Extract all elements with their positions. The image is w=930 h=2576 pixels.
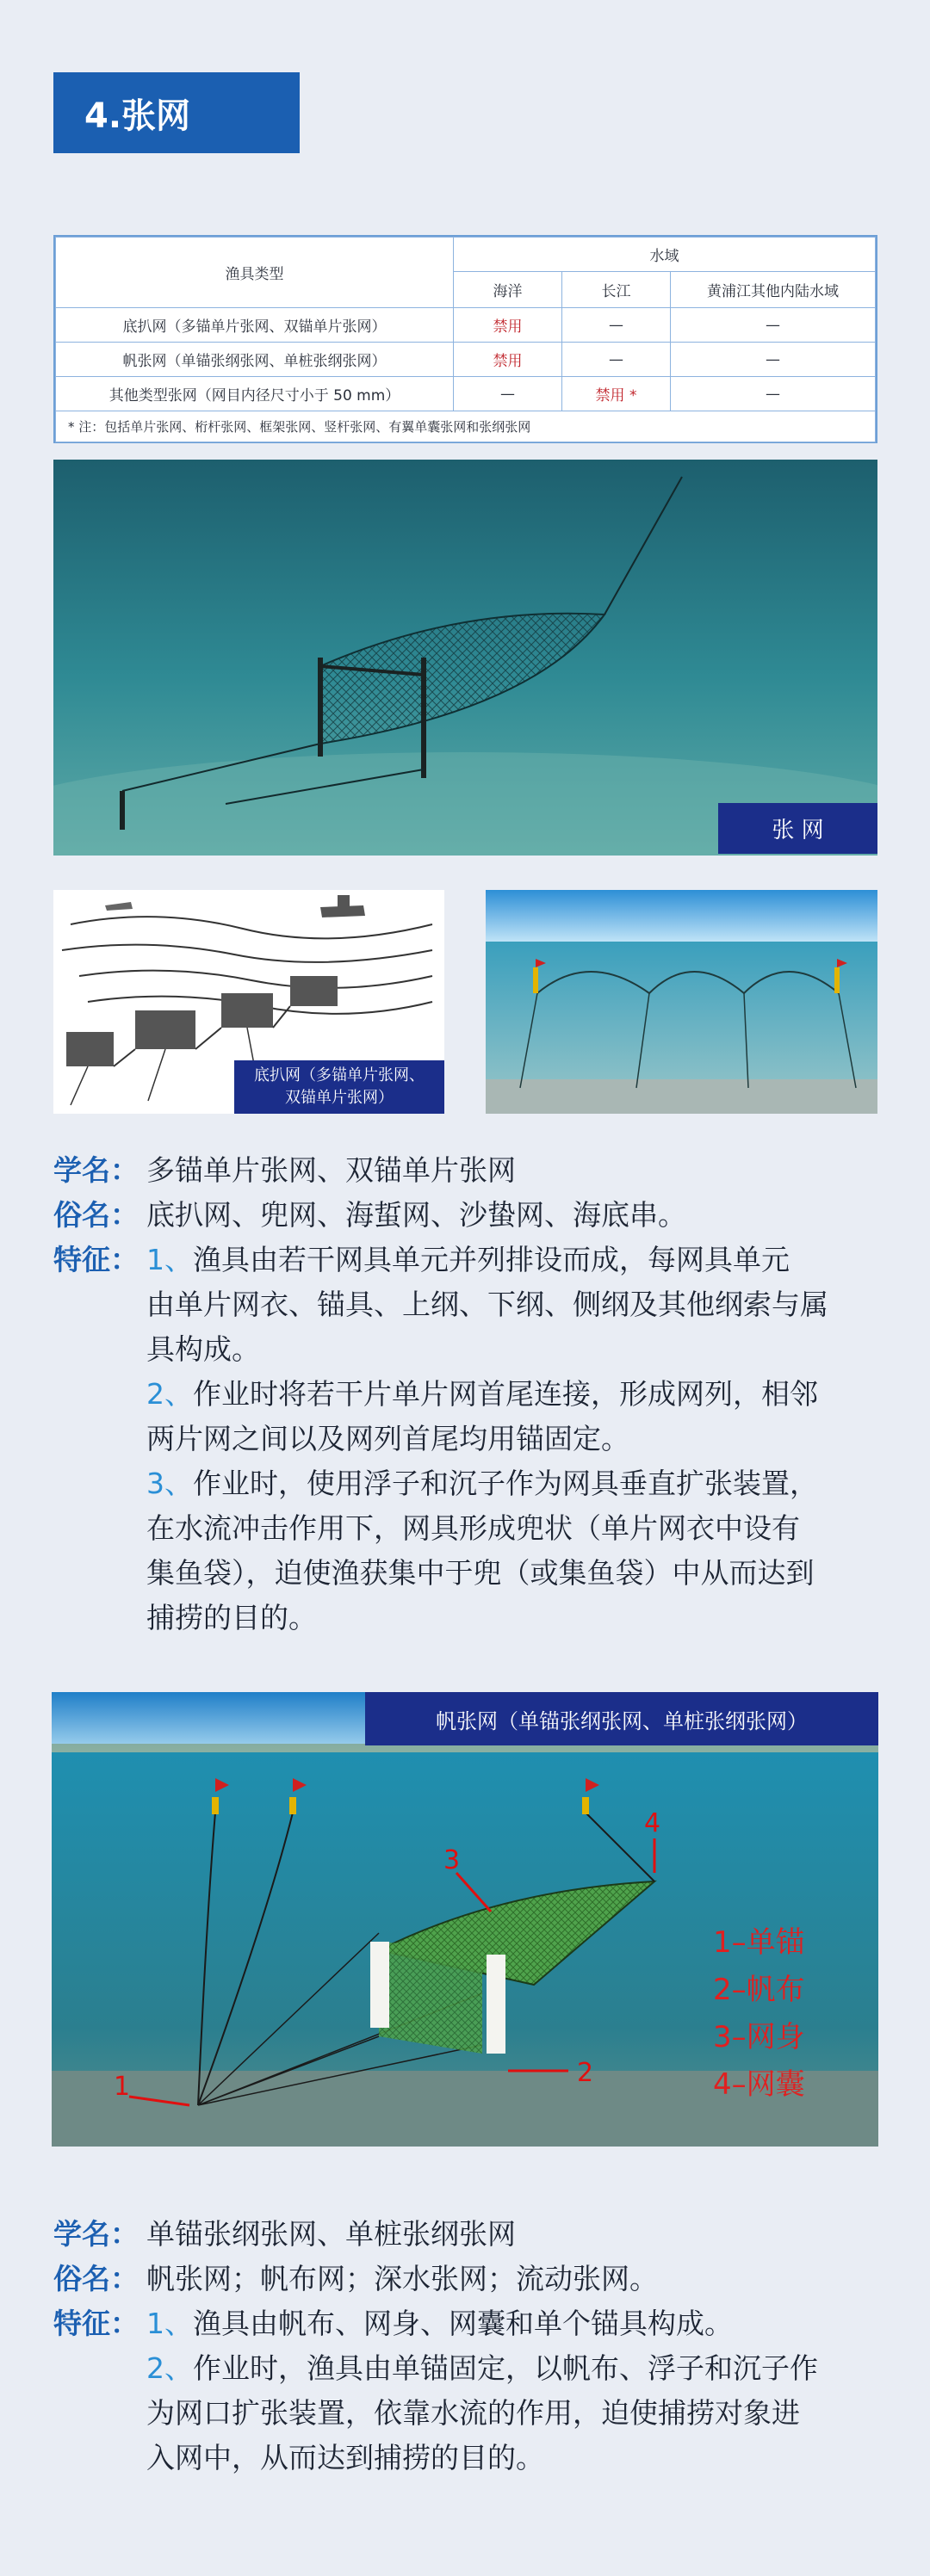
feature-3-line4: 捕捞的目的。 [146, 1601, 317, 1634]
gear-name: 底扒网（多锚单片张网、双锚单片张网） [56, 308, 454, 343]
table-row [56, 377, 876, 411]
feature-1-line1: 渔具由若干网具单元并列排设而成，每网具单元 [193, 1243, 790, 1276]
sci-name-value: 单锚张纲张网、单桩张纲张网 [146, 2217, 516, 2251]
table-row [56, 308, 876, 343]
feature-2-num: 2、 [146, 2351, 193, 2385]
sea-status: 禁用 [454, 308, 562, 343]
feature-2-num: 2、 [146, 1377, 193, 1411]
bottom-net-caption-line2: 双锚单片张网） [285, 1089, 394, 1107]
feature-3-num: 3、 [146, 1467, 193, 1500]
common-name-label: 俗名： [53, 1198, 139, 1232]
common-name-value: 帆张网；帆布网；深水张网；流动张网。 [146, 2262, 658, 2295]
regulation-table [53, 235, 877, 443]
sci-name-value: 多锚单片张网、双锚单片张网 [146, 1153, 516, 1187]
legend-item: 3–网身 [713, 2020, 805, 2054]
bottom-net-caption [234, 1060, 444, 1114]
feature-3-line1: 作业时，使用浮子和沉子作为网具垂直扩张装置， [193, 1467, 818, 1500]
sea-status: — [454, 377, 562, 411]
section-title: 4.张网 [53, 72, 300, 153]
inland-status: — [671, 377, 876, 411]
gear-name: 其他类型张网（网目内径尺寸小于 50 mm） [56, 377, 454, 411]
marker-4: 4 [644, 1808, 661, 1838]
header-inland: 黄浦江其他内陆水域 [671, 272, 876, 308]
feature-1-line3: 具构成。 [146, 1332, 260, 1366]
feature-2-line2: 两片网之间以及网列首尾均用锚固定。 [146, 1422, 629, 1455]
feature-1-num: 1、 [146, 1243, 193, 1276]
feature-1-line1: 渔具由帆布、网身、网囊和单个锚具构成。 [193, 2307, 733, 2340]
inland-status: — [671, 343, 876, 377]
yangtze-status: — [562, 308, 671, 343]
feature-1-line2: 由单片网衣、锚具、上纲、下纲、侧纲及其他纲索与属 [146, 1288, 828, 1321]
features-label: 特征： [53, 2307, 139, 2340]
features-label: 特征： [53, 1243, 139, 1276]
common-name-value: 底扒网、兜网、海蜇网、沙蛰网、海底串。 [146, 1198, 686, 1232]
multi-anchor-photo [486, 890, 877, 1114]
header-gear-type: 渔具类型 [56, 238, 454, 308]
stow-net-caption: 张 网 [718, 803, 877, 854]
bottom-net-caption-line1: 底扒网（多锚单片张网、 [254, 1066, 425, 1084]
marker-1: 1 [114, 2072, 131, 2102]
feature-2-line2: 为网口扩张装置，依靠水流的作用，迫使捕捞对象进 [146, 2396, 800, 2430]
feature-2-line1: 作业时，渔具由单锚固定，以帆布、浮子和沉子作 [193, 2351, 818, 2385]
sci-name-label: 学名： [53, 2217, 139, 2251]
feature-3-line2: 在水流冲击作用下，网具形成兜状（单片网衣中设有 [146, 1511, 800, 1545]
text-block-2 [53, 2212, 880, 2480]
legend-item: 1–单锚 [713, 1925, 805, 1960]
sci-name-label: 学名： [53, 1153, 139, 1187]
feature-1-num: 1、 [146, 2307, 193, 2340]
legend-item: 2–帆布 [713, 1973, 805, 2007]
feature-2-line1: 作业时将若干片单片网首尾连接，形成网列，相邻 [193, 1377, 818, 1411]
sail-net-caption: 帆张网（单锚张纲张网、单桩张纲张网） [365, 1692, 878, 1745]
gear-name: 帆张网（单锚张纲张网、单桩张纲张网） [56, 343, 454, 377]
legend-item: 4–网囊 [713, 2067, 805, 2102]
common-name-label: 俗名： [53, 2262, 139, 2295]
yangtze-status: — [562, 343, 671, 377]
header-sea: 海洋 [454, 272, 562, 308]
header-water-area: 水域 [454, 238, 876, 272]
table-note: * 注：包括单片张网、桁杆张网、框架张网、竖杆张网、有翼单囊张网和张纲张网 [56, 411, 876, 442]
feature-3-line3: 集鱼袋），迫使渔获集中于兜（或集鱼袋）中从而达到 [146, 1556, 815, 1590]
sail-net-photo [52, 1692, 878, 2147]
marker-3: 3 [443, 1845, 461, 1875]
yangtze-status: 禁用 * [562, 377, 671, 411]
header-yangtze: 长江 [562, 272, 671, 308]
marker-2: 2 [577, 2058, 594, 2088]
stow-net-photo [53, 460, 877, 856]
inland-status: — [671, 308, 876, 343]
text-block-1 [53, 1148, 880, 1640]
table-row [56, 343, 876, 377]
feature-2-line3: 入网中，从而达到捕捞的目的。 [146, 2441, 544, 2474]
sea-status: 禁用 [454, 343, 562, 377]
